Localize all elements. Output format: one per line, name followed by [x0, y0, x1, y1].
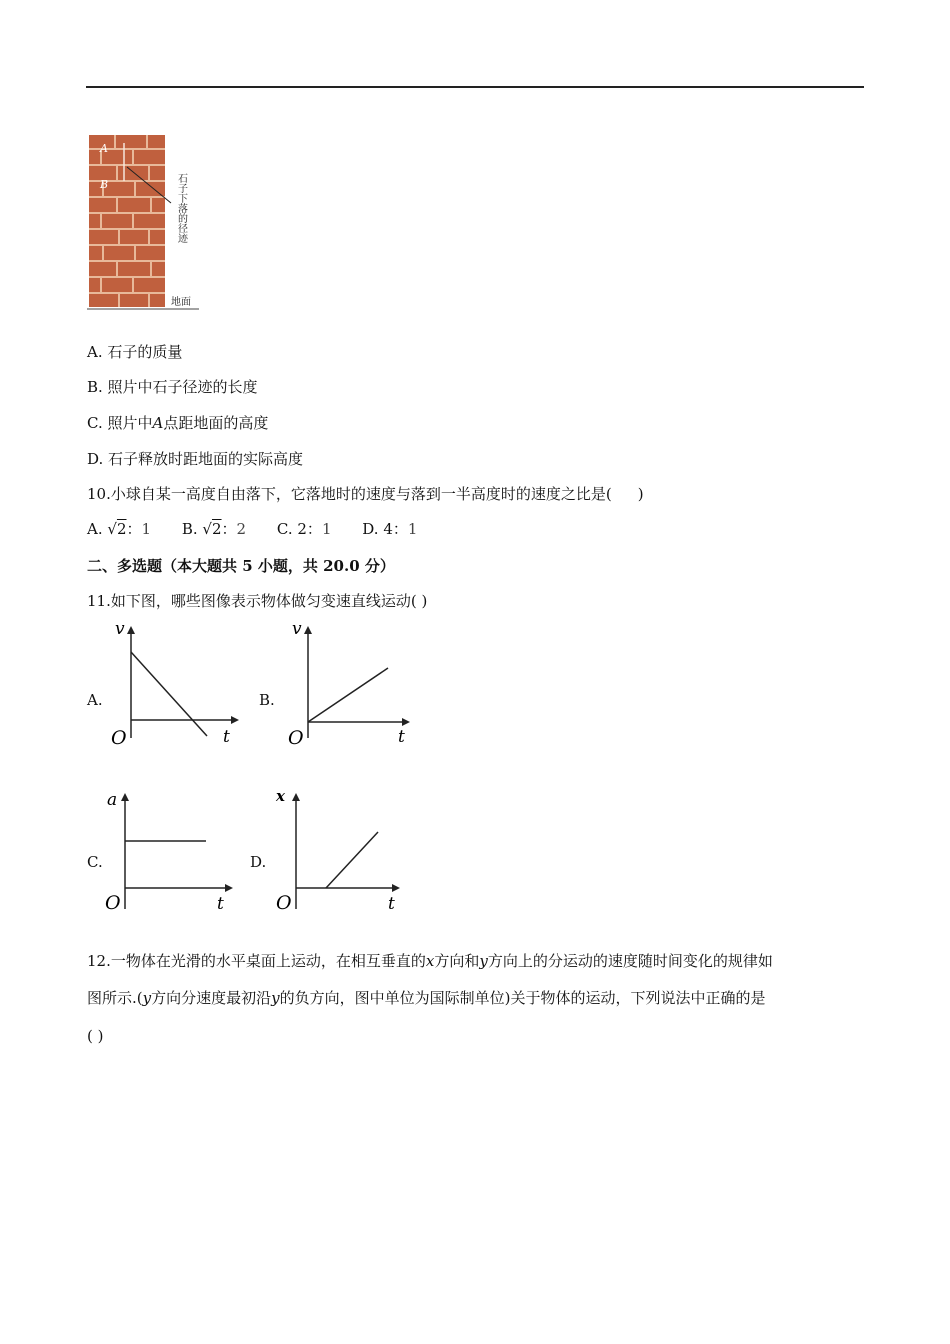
q12-l1-y: y — [479, 952, 488, 970]
q10-b-label: B. — [181, 520, 198, 538]
section2-heading: 二、多选题（本大题共 5 小题，共 20.0 分） — [87, 557, 395, 575]
q12-l1-a: 12.一物体在光滑的水平桌面上运动，在相互垂直的 — [87, 952, 426, 970]
q10-a-label: A. — [87, 520, 103, 538]
q11-graph-b — [282, 620, 422, 750]
q10-b-rhs: 2 — [236, 520, 247, 538]
q9-c-prefix: C. 照片中 — [87, 414, 153, 432]
q10-c-label: C. — [276, 520, 293, 538]
q11-graph-d-label: D. — [250, 853, 267, 871]
q12-line-2 — [87, 988, 765, 1008]
q12-l2-a: 图所示.( — [87, 989, 143, 1007]
q10-option-a — [87, 519, 151, 539]
origin-label: O — [276, 892, 292, 914]
q10-stem — [87, 484, 644, 504]
q10-a-sep: ： — [126, 520, 142, 538]
q9-c-var: A — [152, 414, 164, 432]
q12-line-3: ( ) — [87, 1027, 104, 1045]
q10-b-sep: ： — [221, 520, 237, 538]
x-axis-label: t — [398, 727, 405, 747]
q10-c-sep: ： — [306, 520, 322, 538]
q12-l1-b: 方向和 — [434, 952, 480, 970]
q9-option-b: B. 照片中石子径迹的长度 — [87, 378, 258, 396]
q12-l1-c: 方向上的分运动的速度随时间变化的规律如 — [487, 952, 773, 970]
q12-l2-y2: y — [271, 989, 280, 1007]
q10-option-c — [277, 519, 332, 539]
brick-wall-photo — [87, 133, 199, 313]
q10-option-b — [182, 519, 246, 539]
q10-c-lhs: 2 — [297, 520, 307, 538]
q10-options — [87, 519, 443, 539]
q12-l2-c: 的负方向，图中单位为国际制单位)关于物体的运动，下列说法中正确的是 — [279, 989, 766, 1007]
q12-l2-y1: y — [142, 989, 152, 1007]
q12-l2-b: 方向分速度最初沿 — [151, 989, 272, 1007]
plot-line — [326, 832, 378, 888]
x-arrow-icon — [402, 718, 410, 726]
origin-label: O — [105, 892, 121, 914]
y-axis-label: v — [292, 620, 302, 639]
x-arrow-icon — [225, 884, 233, 892]
x-axis-label: t — [217, 894, 224, 914]
x-axis-label: t — [223, 727, 230, 747]
origin-label: O — [111, 727, 127, 749]
q10-b-radical: √ — [202, 520, 212, 538]
origin-label: O — [288, 727, 304, 749]
q9-c-suffix: 点距地面的高度 — [163, 414, 269, 432]
q11-graph-a — [105, 620, 245, 750]
plot-line — [308, 668, 388, 722]
q10-b-radicand: 2 — [211, 520, 222, 538]
q10-d-label: D. — [362, 520, 379, 538]
q10-d-lhs: 4 — [383, 520, 393, 538]
x-axis-label: t — [388, 894, 395, 914]
label-a: A — [100, 142, 108, 155]
trace-label: 石子下落的径迹 — [175, 173, 187, 243]
y-arrow-icon — [292, 793, 300, 801]
q10-stem-end: ) — [637, 485, 644, 503]
q9-option-d: D. 石子释放时距地面的实际高度 — [87, 450, 304, 468]
q12-l1-x: x — [425, 952, 435, 970]
q10-d-sep: ： — [392, 520, 408, 538]
q10-option-d — [362, 519, 417, 539]
q11-graph-c-label: C. — [87, 853, 103, 871]
y-axis-label: x — [276, 787, 285, 805]
q10-c-rhs: 1 — [321, 520, 332, 538]
q11-graph-d — [272, 785, 412, 915]
q9-option-c — [87, 413, 268, 433]
q11-graph-c — [103, 785, 243, 915]
q10-d-rhs: 1 — [407, 520, 418, 538]
y-arrow-icon — [127, 626, 135, 634]
q9-option-a: A. 石子的质量 — [87, 343, 183, 361]
y-arrow-icon — [121, 793, 129, 801]
x-arrow-icon — [231, 716, 239, 724]
ground-label: 地面 — [171, 297, 191, 308]
plot-line — [131, 652, 207, 736]
header-rule — [86, 86, 864, 88]
y-arrow-icon — [304, 626, 312, 634]
y-axis-label: a — [107, 790, 118, 810]
x-arrow-icon — [392, 884, 400, 892]
q12-line-1 — [87, 951, 773, 971]
q10-stem-text: 10.小球自某一高度自由落下，它落地时的速度与落到一半高度时的速度之比是( — [87, 485, 612, 503]
q10-a-radicand: 2 — [116, 520, 127, 538]
q11-stem: 11.如下图，哪些图像表示物体做匀变速直线运动( ) — [87, 592, 428, 610]
y-axis-label: v — [115, 620, 125, 639]
q11-graph-b-label: B. — [259, 691, 275, 709]
q10-a-rhs: 1 — [141, 520, 152, 538]
q10-a-radical: √ — [107, 520, 117, 538]
label-b: B — [100, 178, 109, 191]
q11-graph-a-label: A. — [87, 691, 103, 709]
